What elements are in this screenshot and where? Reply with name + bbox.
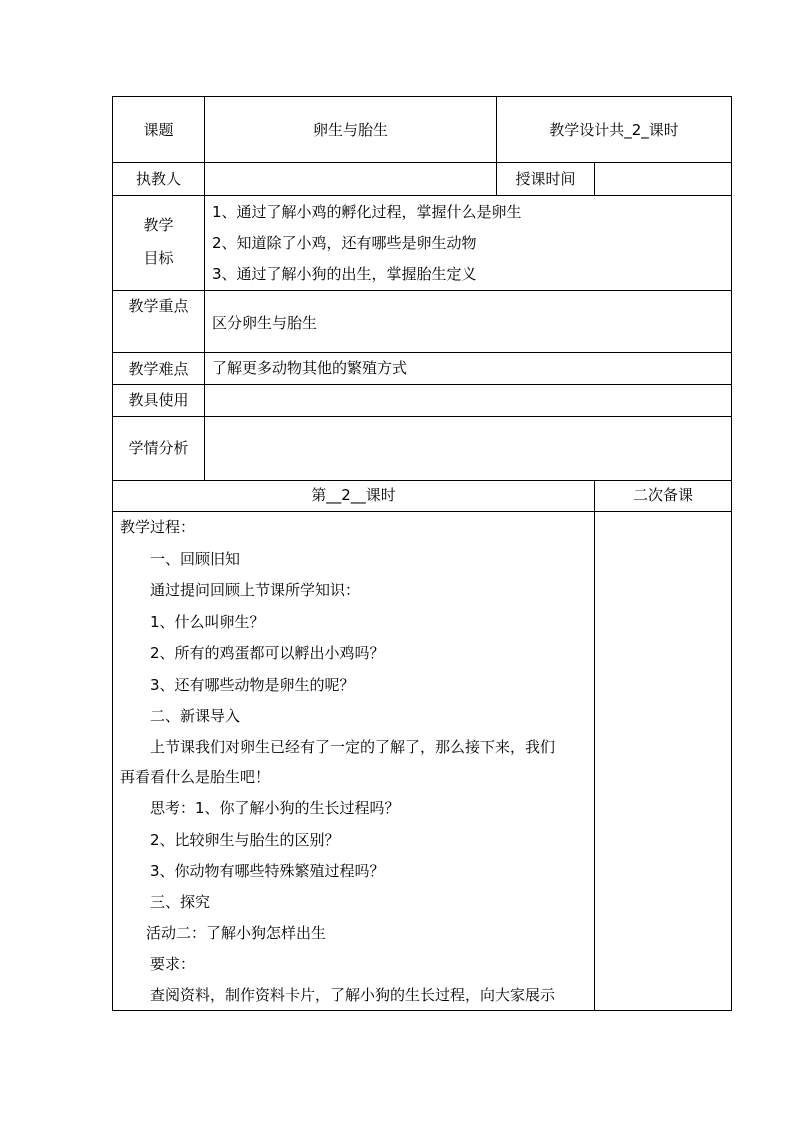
time-label: 授课时间 <box>515 170 576 188</box>
process-line: 1、什么叫卵生？ <box>150 613 265 631</box>
table-border-bottom <box>112 1010 732 1011</box>
goal-item: 2、知道除了小鸡，还有哪些是卵生动物 <box>212 234 477 252</box>
label-column-divider <box>204 96 205 480</box>
period-heading: 第__2__课时 <box>311 486 396 504</box>
key-point-label: 教学重点 <box>128 297 189 315</box>
row-divider <box>112 195 732 196</box>
process-line: 二、新课导入 <box>150 707 241 725</box>
row-divider <box>112 352 732 353</box>
key-point-value: 区分卵生与胎生 <box>212 314 318 332</box>
process-line: 查阅资料，制作资料卡片，了解小狗的生长过程，向大家展示 <box>150 986 556 1004</box>
process-line: 上节课我们对卵生已经有了一定的了解了，那么接下来，我们 <box>150 738 556 756</box>
row-divider <box>112 384 732 385</box>
goals-label-line2: 目标 <box>143 249 174 267</box>
process-line: 再看看什么是胎生吧！ <box>120 768 271 786</box>
process-line: 通过提问回顾上节课所学知识： <box>150 581 361 599</box>
process-line: 三、探究 <box>150 893 211 911</box>
topic-label: 课题 <box>143 121 174 139</box>
analysis-label: 学情分析 <box>128 439 189 457</box>
process-line: 3、还有哪些动物是卵生的呢？ <box>150 676 355 694</box>
process-line: 2、比较卵生与胎生的区别？ <box>150 831 340 849</box>
row-divider <box>112 480 732 481</box>
design-info: 教学设计共_2_课时 <box>549 121 679 139</box>
process-line: 思考：1、你了解小狗的生长过程吗？ <box>150 799 400 817</box>
row-divider <box>112 416 732 417</box>
second-prep-column-divider <box>594 480 595 1010</box>
tools-label: 教具使用 <box>128 391 189 409</box>
second-prep-heading: 二次备课 <box>632 486 693 504</box>
goals-label-line1: 教学 <box>143 216 174 234</box>
process-line: 3、你动物有哪些特殊繁殖过程吗？ <box>150 862 385 880</box>
difficulty-label: 教学难点 <box>128 360 189 378</box>
time-value-divider <box>594 162 595 195</box>
table-border-top <box>112 96 732 97</box>
row-divider <box>112 290 732 291</box>
process-line: 要求： <box>150 955 196 973</box>
goal-item: 3、通过了解小狗的出生，掌握胎生定义 <box>212 265 477 283</box>
goal-item: 1、通过了解小鸡的孵化过程，掌握什么是卵生 <box>212 203 522 221</box>
process-line: 2、所有的鸡蛋都可以孵出小鸡吗？ <box>150 644 385 662</box>
process-line: 活动二：了解小狗怎样出生 <box>146 924 327 942</box>
process-line: 一、回顾旧知 <box>150 550 241 568</box>
table-border-right <box>731 96 732 1011</box>
difficulty-value: 了解更多动物其他的繁殖方式 <box>212 359 408 377</box>
row-divider <box>112 162 732 163</box>
topic-value: 卵生与胎生 <box>312 121 388 139</box>
teacher-label: 执教人 <box>135 170 181 188</box>
process-line: 教学过程： <box>120 518 196 536</box>
row-divider <box>112 511 732 512</box>
